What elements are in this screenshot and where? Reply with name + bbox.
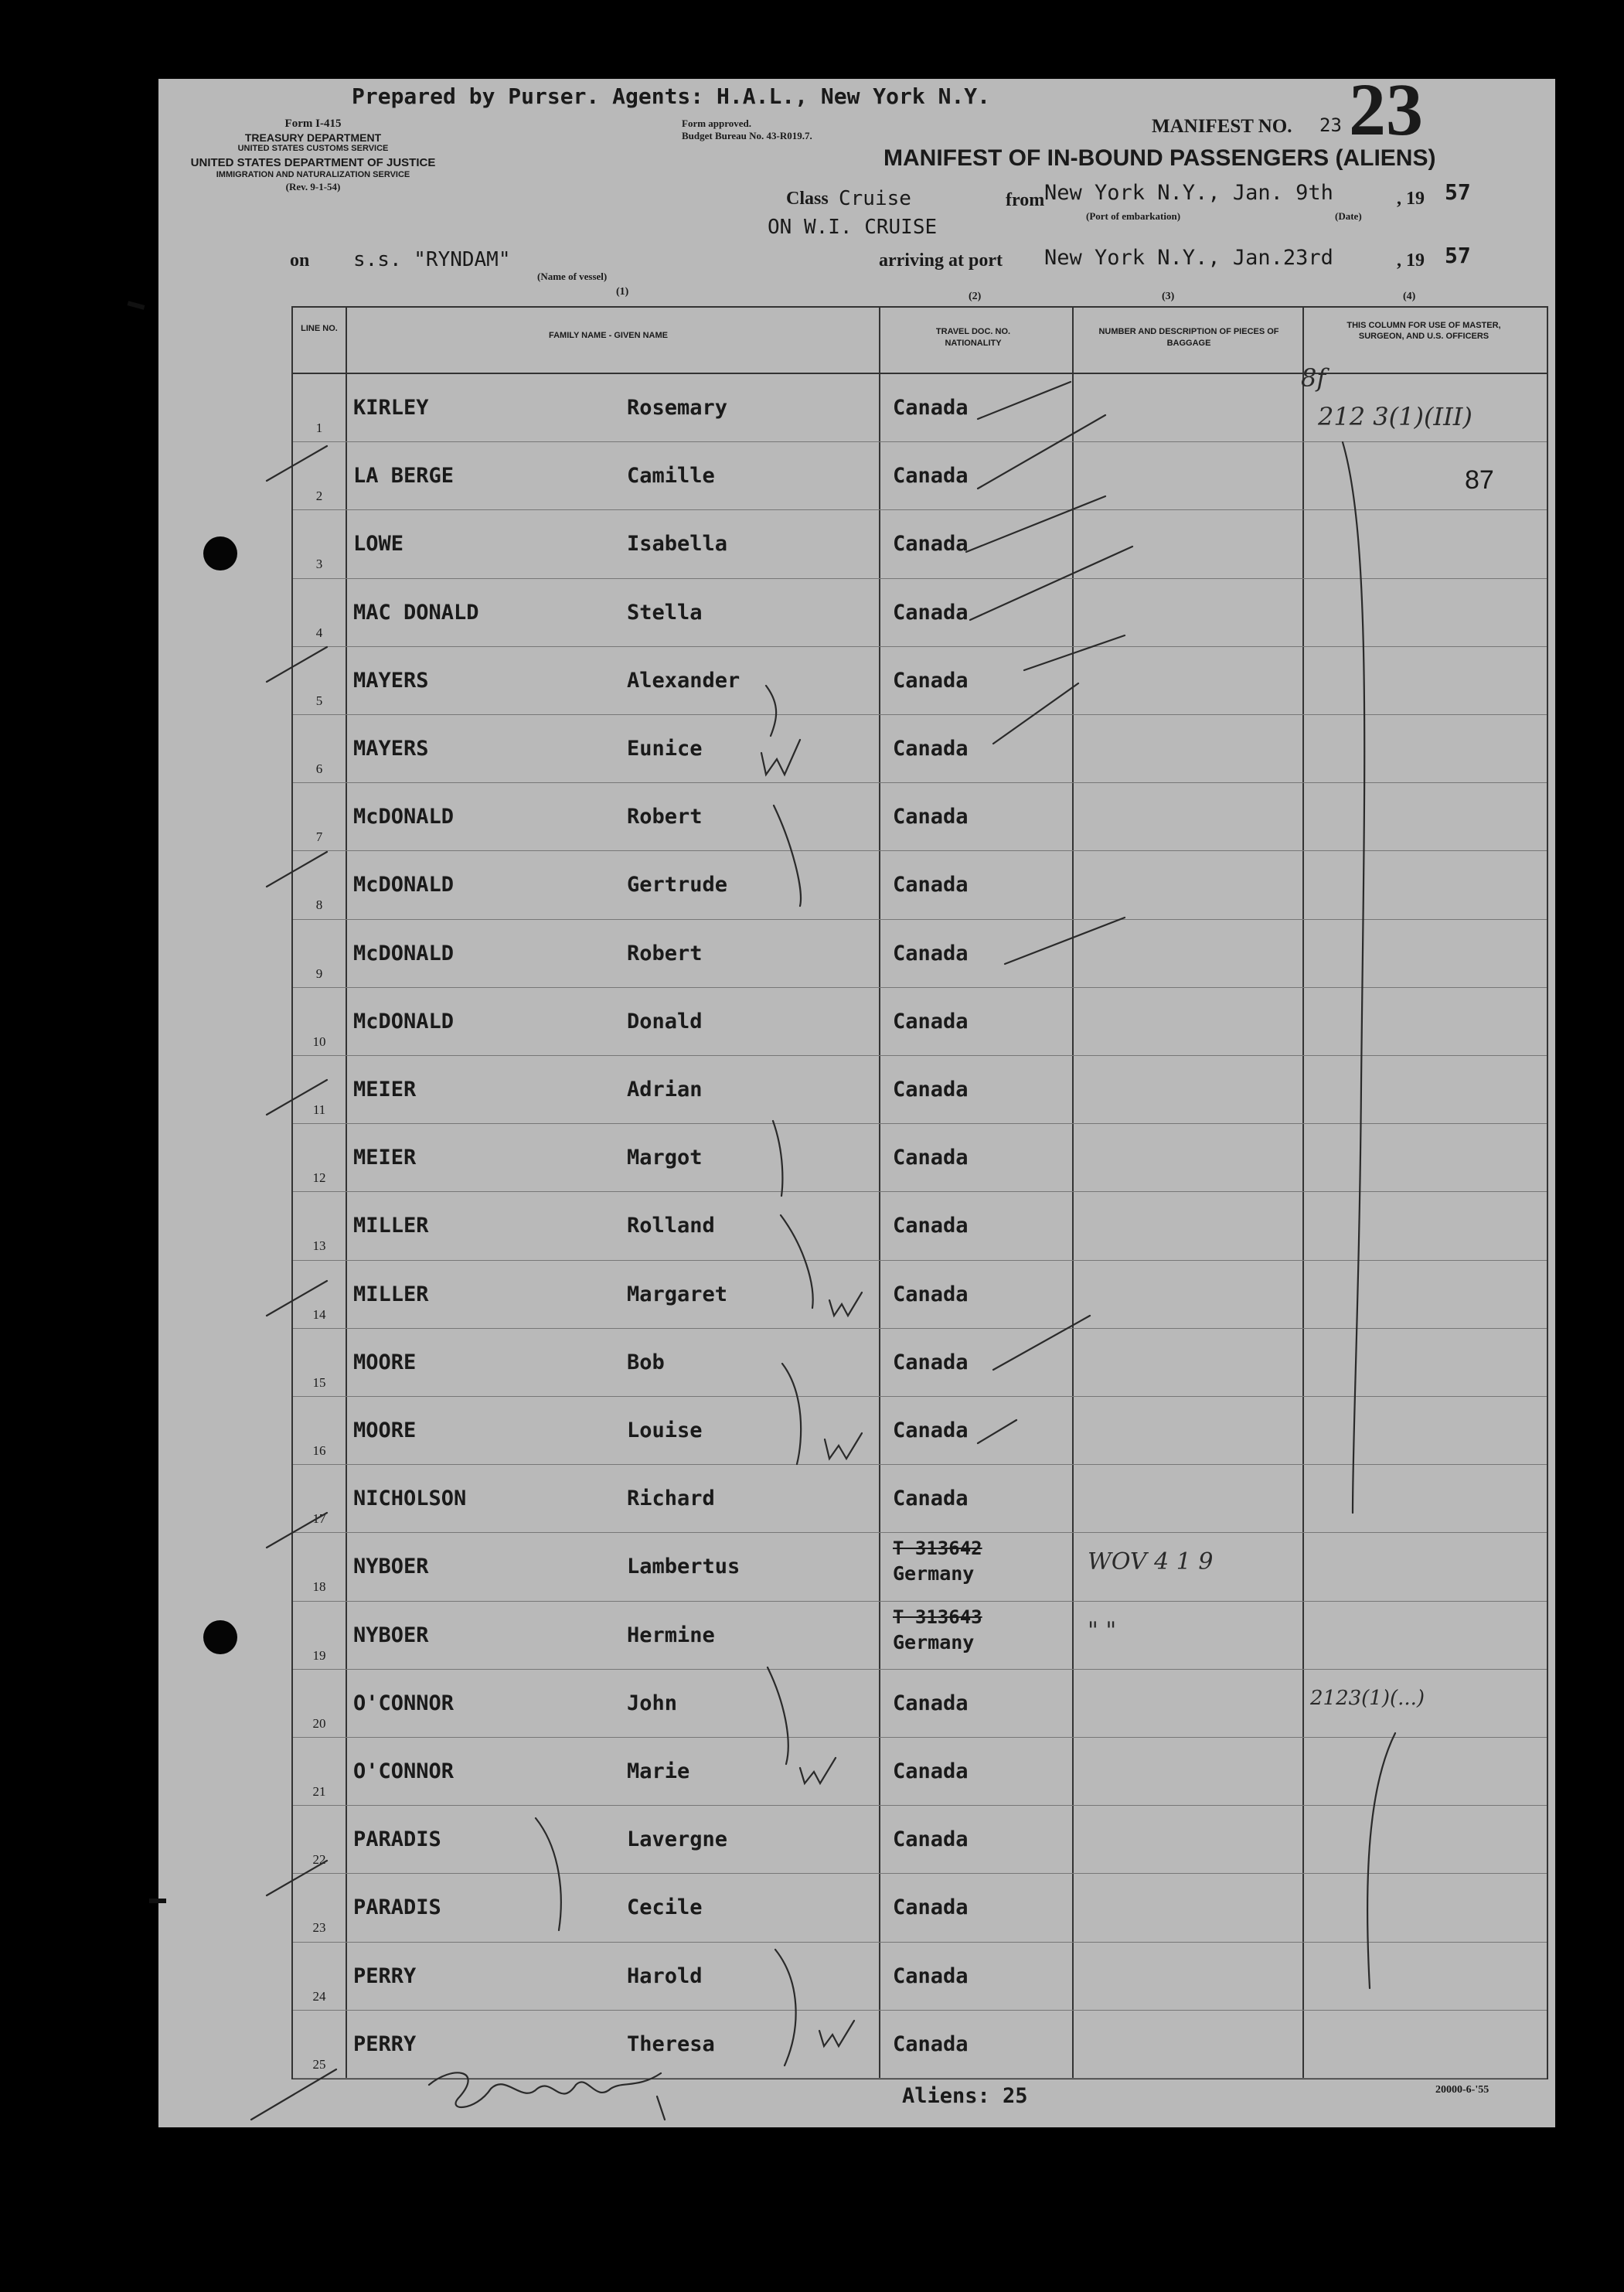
margin-slash [267,1080,327,1115]
check-tick [1024,635,1125,670]
given-name: John [627,1691,678,1715]
given-name: Harold [627,1963,703,1988]
family-name: O'CONNOR [353,1759,455,1783]
given-name: Louise [627,1418,703,1442]
vessel-label: (Name of vessel) [537,271,608,282]
margin-mark [128,301,145,309]
nationality: Canada [893,1282,969,1306]
family-name: PARADIS [353,1827,441,1852]
print-code: 20000-6-'55 [1435,2084,1490,2096]
travel-doc-number: T 313642 [893,1538,982,1560]
line-number: 3 [315,557,323,572]
nationality: Canada [893,873,969,897]
family-bracket [782,1364,801,1464]
margin-mark [149,1899,166,1903]
port-embarkation-label: (Port of embarkation) [1086,210,1181,222]
arriving-value: New York N.Y., Jan.23rd [1044,246,1333,270]
w-mark [800,1758,836,1783]
col-header-line: LINE NO. [301,324,338,333]
col-header-name: FAMILY NAME - GIVEN NAME [548,331,669,340]
family-name: MOORE [353,1350,417,1374]
nationality: Canada [893,1009,969,1034]
line-number: 11 [312,1102,326,1117]
given-name: Lavergne [627,1827,728,1852]
given-name: Marie [627,1759,690,1783]
officer-note-3: 2123(1)(...) [1310,1687,1425,1710]
handwritten-marks [158,79,1555,2127]
line-number: 22 [312,1852,326,1868]
family-bracket [781,1215,813,1308]
from-value: New York N.Y., Jan. 9th [1044,181,1333,205]
family-name: MAC DONALD [353,600,479,625]
nationality: Canada [893,1759,969,1783]
col-number-4: (4) [1403,291,1416,302]
year-value-2: 57 [1445,243,1471,268]
given-name: Margaret [627,1282,728,1306]
baggage-note: WOV 4 1 9 [1088,1548,1214,1576]
line-number: 23 [312,1920,326,1936]
w-mark [829,1292,862,1316]
col-header-officers: THIS COLUMN FOR USE OF MASTER, SURGEON, AND U.S. OFFICERS [1347,321,1501,341]
family-bracket [773,1121,782,1196]
family-name: LOWE [353,532,404,557]
line-number: 13 [312,1238,326,1254]
check-tick [1005,918,1125,964]
given-name: Rolland [627,1214,715,1238]
vessel-value: s.s. "RYNDAM" [353,248,511,271]
family-name: PERRY [353,2031,417,2056]
line-number: 4 [315,625,323,640]
w-mark [761,740,800,775]
year-prefix-2: , 19 [1397,250,1425,271]
customs-service: UNITED STATES CUSTOMS SERVICE [237,144,389,153]
nationality: Canada [893,941,969,966]
family-name: LA BERGE [353,464,455,489]
nationality: Canada [893,464,969,489]
nationality: Canada [893,1214,969,1238]
line-number: 2 [315,489,323,504]
family-name: MEIER [353,1146,417,1170]
given-name: Lambertus [627,1555,741,1579]
nationality: Canada [893,2031,969,2056]
nationality: Canada [893,1487,969,1511]
form-approved: Form approved. [682,117,752,129]
family-bracket [775,1950,796,2066]
on-label: on [290,250,310,271]
class-value-cruise: ON W.I. CRUISE [768,216,938,239]
given-name: Margot [627,1146,703,1170]
officer-initials: 8f [1301,363,1326,393]
given-name: Alexander [627,668,741,693]
given-name: Cecile [627,1895,703,1920]
nationality: Canada [893,600,969,625]
nationality: Canada [893,1078,969,1102]
margin-slash [267,446,327,481]
officer-note-2: 87 [1465,465,1494,495]
family-name: KIRLEY [353,396,429,420]
col-header-baggage: NUMBER AND DESCRIPTION OF PIECES OF BAGGAGE [1098,327,1279,348]
manifest-label: MANIFEST NO. [1152,116,1292,137]
vessel-col-number: (1) [616,286,629,298]
form-number: Form I-415 [284,117,342,130]
nationality: Germany [893,1562,975,1585]
line-number: 8 [315,897,323,913]
line-number: 19 [312,1647,326,1663]
given-name: Richard [627,1487,715,1511]
nationality: Canada [893,668,969,693]
family-name: McDONALD [353,1009,455,1034]
check-tick [993,1316,1090,1370]
given-name: Rosemary [627,396,728,420]
manifest-sheet [158,68,1555,2127]
nationality: Canada [893,1895,969,1920]
officer-note-1: 212 3(1)(III) [1318,402,1472,431]
line-number: 21 [312,1784,326,1799]
line-number: 14 [312,1306,326,1322]
given-name: Robert [627,941,703,966]
prepared-by: Prepared by Purser. Agents: H.A.L., New York N.Y. [352,83,991,109]
family-name: NYBOER [353,1623,429,1647]
given-name: Adrian [627,1078,703,1102]
line-number: 9 [315,966,323,981]
given-name: Gertrude [627,873,728,897]
margin-slash [267,647,327,682]
given-name: Hermine [627,1623,715,1647]
nationality: Canada [893,1350,969,1374]
family-name: MILLER [353,1214,429,1238]
line-number: 17 [312,1511,326,1527]
nationality: Canada [893,737,969,761]
given-name: Bob [627,1350,665,1374]
family-name: MAYERS [353,737,429,761]
line-number: 16 [312,1443,326,1458]
family-name: NICHOLSON [353,1487,467,1511]
family-bracket [774,805,801,906]
nationality: Canada [893,1827,969,1852]
officer-bracket-line [1367,1733,1395,1988]
nationality: Canada [893,396,969,420]
family-bracket [766,686,776,736]
officer-bracket-line [1343,442,1364,1513]
family-name: MAYERS [353,668,429,693]
baggage-note: " " [1088,1616,1117,1644]
given-name: Stella [627,600,703,625]
punch-hole [203,1620,237,1654]
travel-doc-number: T 313643 [893,1606,982,1628]
w-mark [819,2021,854,2046]
nationality: Canada [893,1963,969,1988]
nationality: Germany [893,1630,975,1653]
line-number: 7 [315,829,323,845]
punch-hole [203,536,237,570]
margin-slash [251,2069,336,2120]
class-value: Cruise [839,187,911,210]
manifest-number-typed: 23 [1319,114,1342,136]
signature-scribble [429,2072,665,2120]
line-number: 25 [312,2056,326,2072]
check-tick [970,547,1132,620]
aliens-total: Aliens: 25 [902,2084,1028,2108]
line-number: 24 [312,1988,326,2004]
col-number-3: (3) [1162,291,1175,302]
line-number: 20 [312,1715,326,1731]
family-name: MOORE [353,1418,417,1442]
family-bracket [536,1818,561,1930]
family-name: NYBOER [353,1555,429,1579]
family-name: O'CONNOR [353,1691,455,1715]
manifest-title: MANIFEST OF IN-BOUND PASSENGERS (ALIENS) [883,145,1436,171]
given-name: Isabella [627,532,728,557]
check-tick [978,415,1105,489]
line-number: 18 [312,1579,326,1595]
nationality: Canada [893,1146,969,1170]
given-name: Eunice [627,737,703,761]
line-number: 6 [315,761,323,776]
family-bracket [768,1667,788,1764]
given-name: Camille [627,464,715,489]
col-number-2: (2) [969,291,982,302]
family-name: MILLER [353,1282,429,1306]
nationality: Canada [893,532,969,557]
family-name: PARADIS [353,1895,441,1920]
nationality: Canada [893,1418,969,1442]
family-name: McDONALD [353,805,455,829]
check-tick [993,683,1078,744]
given-name: Donald [627,1009,703,1034]
ins-service: IMMIGRATION AND NATURALIZATION SERVICE [216,170,410,179]
class-label: Class [786,189,829,209]
justice-dept: UNITED STATES DEPARTMENT OF JUSTICE [190,156,436,169]
margin-slash [267,1861,327,1895]
line-number: 15 [312,1374,326,1390]
family-name: McDONALD [353,873,455,897]
year-prefix-1: , 19 [1397,189,1425,209]
line-number: 12 [312,1170,326,1186]
budget-bureau: Budget Bureau No. 43-R019.7. [682,130,812,141]
check-tick [978,1420,1016,1443]
given-name: Theresa [627,2031,715,2056]
check-tick [966,496,1105,552]
year-value-1: 57 [1445,179,1471,205]
treasury-dept: TREASURY DEPARTMENT [244,131,382,144]
margin-slash [267,1281,327,1316]
nationality: Canada [893,1691,969,1715]
w-mark [825,1433,862,1459]
arriving-label: arriving at port [879,250,1003,271]
line-number: 10 [312,1034,326,1049]
margin-slash [267,852,327,887]
manifest-number-stamp: 23 [1349,68,1423,151]
given-name: Robert [627,805,703,829]
revision: (Rev. 9-1-54) [285,181,341,192]
nationality: Canada [893,805,969,829]
col-header-travel: TRAVEL DOC. NO. NATIONALITY [935,327,1011,348]
margin-slash [267,1513,327,1548]
check-tick [978,382,1071,419]
from-label: from [1006,190,1045,210]
line-number: 5 [315,693,323,708]
family-name: PERRY [353,1963,417,1988]
line-number: 1 [315,421,323,435]
family-name: McDONALD [353,941,455,966]
date-label: (Date) [1335,210,1362,222]
family-name: MEIER [353,1078,417,1102]
